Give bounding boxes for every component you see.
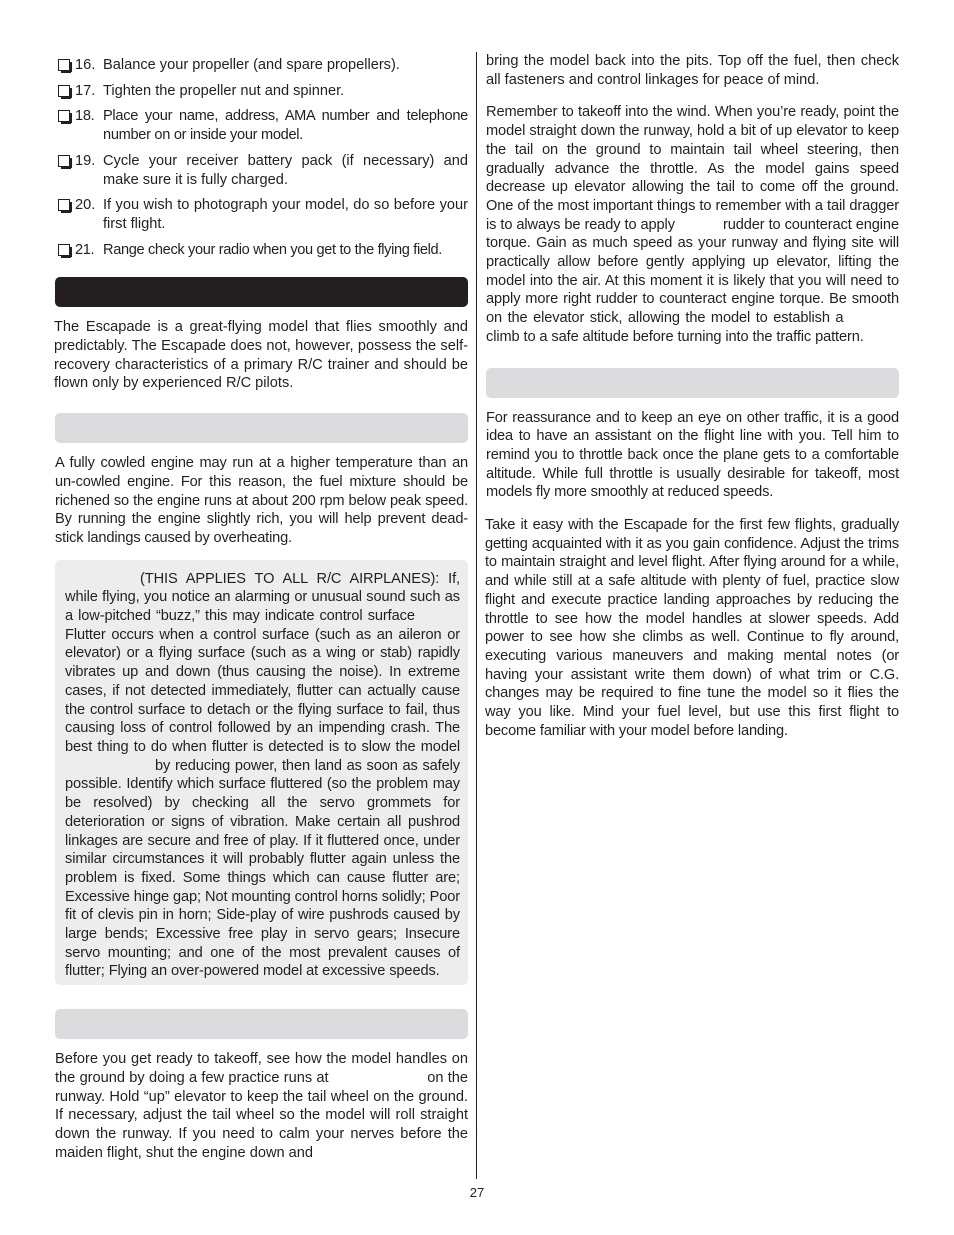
item-text: Tighten the propeller nut and spinner. <box>103 82 345 99</box>
checkbox-icon[interactable] <box>58 59 70 71</box>
checkbox-icon[interactable] <box>58 155 70 167</box>
taxi-text-2: on the runway. Hold “up” elevator to keep the tail wheel on the ground. If necessary, adjust the tail wheel so the model will roll straight down the runway. If you need to calm your nerves before the maiden flight, shut the engine down and <box>55 1069 469 1161</box>
checkbox-icon[interactable] <box>58 244 70 256</box>
section-header-flying <box>55 277 468 307</box>
flight-paragraph-2: Take it easy with the Escapade for the first few flights, gradually getting acquainted with it as you gain confidence. Adjust the trims to maintain straight and level flight. After flying around for a while, and while still at a safe altitude with plenty of fuel, practice slow flight and execute practice landing approaches by reducing the throttle to see how the model handles at slower speeds. Add power to see how she climbs as well. Continue to fly around, executing various maneuvers and making mental notes (or having your assistant write them down) of what trim or C.G. changes may be required to fine tune the model so it flies the way you like. Mind your fuel level, but use this first flight to become familiar with your model before landing. <box>485 517 899 739</box>
checklist-item[interactable] <box>55 56 468 75</box>
item-text: Balance your propeller (and spare propellers). <box>103 57 400 73</box>
column-divider <box>476 52 477 1179</box>
checkbox-icon[interactable] <box>58 85 70 97</box>
taxi-text-2-tail: bring the model back into the pits. Top off the fuel, then check all fasteners and control linkages for peace of mind. <box>486 53 899 88</box>
section-header-flight <box>486 368 899 398</box>
item-number: 16. <box>75 57 96 73</box>
flutter-text-3: by reducing power, then land as soon as safely possible. Identify which surface fluttered (so the problem may be resolved) by checking all the servo grommets for deterioration or signs of vibration. Make certain all pushrod linkages are secure and free of play. If it fluttered once, under similar circumstances it will probably flutter again unless the problem is fixed. Some things which can cause flutter are; Excessive hinge gap; Not mounting control horns solidly; Poor fit of clevis pin in horn; Side-play of wire pushrods caused by large bends; Excessive free play in servo gears; Insecure servo mounting; and one of the most prevalent causes of flutter; Flying an over-powered model at excessive speeds. <box>65 757 460 980</box>
left-column <box>55 56 468 1162</box>
flutter-paragraph <box>65 570 460 981</box>
right-column <box>486 52 899 741</box>
preflight-checklist <box>55 56 468 259</box>
flying-intro-paragraph: The Escapade is a great-flying model that flies smoothly and predictably. The Escapade does not, however, possess the self-recovery characteristics of a primary R/C trainer and should be flown only by experienced R/C pilots. <box>54 319 468 392</box>
checklist-item[interactable] <box>55 241 474 260</box>
checklist-item[interactable] <box>55 82 468 101</box>
item-text: If you wish to photograph your model, do so before your first flight. <box>103 197 468 232</box>
checklist-item[interactable] <box>55 196 468 233</box>
flutter-text-2: Flutter occurs when a control surface (such as an aileron or elevator) or a flying surface (such as a wing or stab) rapidly vibrates up and down (thus causing the noise). In extreme cases, if not detected immediately, flutter can actually cause the control surface to detach or the flying surface to fail, thus causing loss of control followed by an impending crash. The best thing to do when flutter is detected is to slow the model <box>65 626 460 755</box>
checklist-item[interactable] <box>55 107 468 144</box>
checklist-item[interactable] <box>55 152 468 189</box>
flight-paragraph-1: For reassurance and to keep an eye on other traffic, it is a good idea to have an assistant on the flight line with you. Tell him to remind you to throttle back once the plane gets to a comfortable altitude. While full throttle is usually desirable for takeoff, most models fly more smoothly at reduced speeds. <box>486 409 899 501</box>
page-number: 27 <box>469 1185 485 1200</box>
section-header-taxiing <box>55 1009 468 1039</box>
takeoff-text-3: climb to a safe altitude before turning into the traffic pattern. <box>486 328 864 345</box>
item-number: 20. <box>75 197 96 214</box>
item-text: Cycle your receiver battery pack (if necessary) and make sure it is fully charged. <box>103 152 468 188</box>
flutter-text-1: (THIS APPLIES TO ALL R/C AIRPLANES): If, while flying, you notice an alarming or unusual sound such as a low-pitched “buzz,” this may indicate control surface <box>65 570 460 625</box>
section-header-fuel-mixture <box>55 413 468 443</box>
item-text: Place your name, address, AMA number and telephone number on or inside your model. <box>103 108 468 144</box>
checkbox-icon[interactable] <box>58 199 70 211</box>
takeoff-paragraph <box>486 52 899 89</box>
fuel-mixture-paragraph: A fully cowled engine may run at a higher temperature than an un-cowled engine. For this reason, the fuel mixture should be richened so the engine runs at about 200 rpm below peak speed. By running the engine slightly rich, you will help prevent dead-stick landings caused by overheating. <box>55 455 468 546</box>
takeoff-text-1: Remember to takeoff into the wind. When you’re ready, point the model straight down the runway, hold a bit of up elevator to keep the tail on the ground to maintain tail wheel steering, then gradually advance the throttle. As the model gains speed decrease up elevator allowing the tail to come off the ground. One of the most important things to remember with a tail dragger is to always be ready to apply <box>486 104 899 233</box>
taxi-paragraph <box>55 1050 468 1162</box>
item-number: 19. <box>75 152 96 169</box>
item-number: 21. <box>75 241 95 258</box>
takeoff-text-2: rudder to counteract engine torque. Gain as much speed as your runway and flying site will practically allow before gently applying up elevator, lifting the model into the air. At this moment it is likely that you will need to apply more right rudder to counteract engine torque. Be smooth on the elevator stick, allowing the model to establish a <box>486 216 899 327</box>
flutter-note-box <box>55 560 468 985</box>
taxi-text-1: Before you get ready to takeoff, see how the model handles on the ground by doing a few practice runs at <box>55 1051 468 1086</box>
takeoff-paragraph <box>486 103 899 346</box>
item-number: 17. <box>75 82 96 99</box>
checkbox-icon[interactable] <box>58 110 70 122</box>
item-number: 18. <box>75 108 95 125</box>
item-text: Range check your radio when you get to the flying field. <box>103 241 442 258</box>
